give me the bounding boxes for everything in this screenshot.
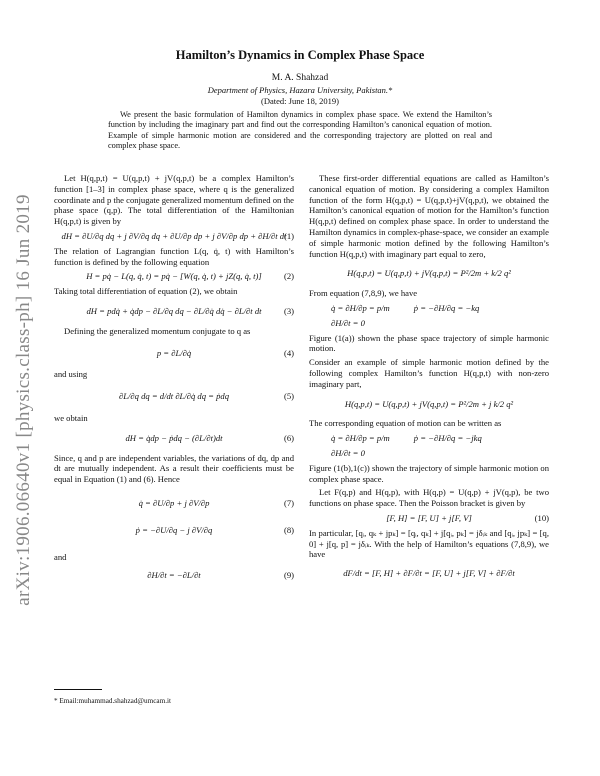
equation-2 — [54, 271, 294, 282]
equation-text: H = pq̇ − L(q, q̇, t) = pq̇ − [W(q, q̇, t) + jZ(q, q̇, t)] — [86, 271, 262, 282]
footnote-rule — [54, 689, 102, 690]
paragraph: Let F(q,p) and H(q,p), with H(q,p) = U(q,p) + jV(q,p), be two functions on phase space. Then the Poisson bracket is given by — [309, 487, 549, 509]
equation-sho-time — [331, 318, 549, 329]
paragraph: From equation (7,8,9), we have — [309, 288, 418, 299]
equation-number: (8) — [283, 524, 294, 535]
equation-number: (6) — [283, 432, 294, 443]
equation-number: (7) — [283, 497, 294, 508]
paragraph: Since, q and p are independent variables, the variations of dq, dp and dt are mutually independent. As a result their coefficients must be equal in Equation (1) and (6). Hence — [54, 452, 294, 485]
equation-text: dF/dt = [F, H] + ∂F/∂t = [F, U] + j[F, V] + ∂F/∂t — [343, 568, 515, 579]
equation-sho-motion — [331, 303, 549, 314]
equation-1 — [54, 231, 294, 242]
author: M. A. Shahzad — [271, 73, 329, 83]
right-column — [309, 173, 549, 587]
paragraph: and — [54, 551, 67, 562]
paragraph: Defining the generalized momentum conjugate to q as — [64, 325, 251, 336]
paragraph: Figure (1(b),1(c)) shown the trajectory of simple harmonic motion on complex phase space. — [309, 462, 549, 484]
paragraph: These first-order differential equations are called as Hamilton’s canonical equation of motion. By considering a complex Hamilton function of the form H(q,p,t) = U(q,p,t)+jV(q,p,t), we obtained the Hamilton’s canonical equation of motion for the Hamilton’s function H(q,p,t) defined on complex phase space. In order to understand the Hamilton dynamics in complex-phase-space, we consider an example of simple harmonic motion defined by the following Hamilton’s function H(q,p,t) with imaginary part equal to zero, — [309, 173, 549, 259]
affiliation: Department of Physics, Hazara University, Pakistan.* — [207, 85, 393, 95]
equation-text: ∂L/∂q dq = d/dt ∂L/∂q̇ dq = ṗdq — [119, 391, 229, 402]
equation-text: dH = q̇dp − ṗdq − (∂L/∂t)dt — [125, 432, 223, 443]
equation-number: (2) — [283, 271, 294, 282]
equation-number: (10) — [534, 512, 549, 523]
equation-text: [F, H] = [F, U] + j[F, V] — [386, 512, 472, 523]
equation-9 — [54, 570, 294, 581]
equation-number: (5) — [283, 391, 294, 402]
equation-text: ṗ = −∂H/∂q = −jkq — [413, 433, 482, 444]
equation-complex-sho — [309, 399, 549, 410]
paragraph: we obtain — [54, 412, 88, 423]
equation-number: (1) — [283, 230, 294, 241]
date: (Dated: June 18, 2019) — [261, 96, 339, 106]
equation-text: ∂H/∂t = 0 — [331, 447, 365, 458]
equation-text: p = ∂L/∂q̇ — [156, 347, 192, 358]
equation-4 — [54, 348, 294, 359]
paragraph: Figure (1(a)) shown the phase space trajectory of simple harmonic motion. — [309, 332, 549, 354]
equation-3 — [54, 306, 294, 317]
equation-complex-motion — [331, 433, 549, 444]
paragraph: Taking total differentiation of equation (2), we obtain — [54, 286, 238, 297]
equation-number: (4) — [283, 347, 294, 358]
left-column — [54, 173, 294, 589]
equation-text: H(q,p,t) = U(q,p,t) + jV(q,p,t) = P²/2m + j k/2 q² — [344, 398, 514, 409]
equation-text: H(q,p,t) = U(q,p,t) + jV(q,p,t) = P²/2m + k/2 q² — [347, 268, 511, 279]
arxiv-id: arXiv:1906.06640v1 [physics.class-ph] 16 Jun 2019 — [13, 194, 34, 606]
equation-text: q̇ = ∂H/∂p = p/m — [331, 433, 390, 444]
equation-text: dH = pdq̇ + q̇dp − ∂L/∂q dq − ∂L/∂q̇ dq̇ − ∂L/∂t dt — [86, 305, 262, 316]
equation-10 — [309, 513, 549, 524]
equation-poisson — [309, 568, 549, 579]
equation-7 — [54, 498, 294, 509]
equation-text: dH = ∂U/∂q dq + j ∂V/∂q dq + ∂U/∂p dp + j ∂V/∂p dp + ∂H/∂t dt — [61, 230, 287, 241]
paragraph: Consider an example of simple harmonic motion defined by the following complex Hamilton’s function H(q,p,t) with non-zero imaginary part, — [309, 357, 549, 389]
paper-title: Hamilton’s Dynamics in Complex Phase Space — [175, 48, 425, 62]
equation-text: q̇ = ∂H/∂p = p/m — [331, 302, 390, 313]
paragraph: and using — [54, 369, 88, 380]
abstract: We present the basic formulation of Hamilton dynamics in complex phase space. We extend the Hamilton’s function by including the imaginary part and find out the corresponding Hamilton’s canonical equation of motion. Example of simple harmonic motion are considered and the corresponding trajectory are plotted on real and complex phase space. — [108, 110, 492, 150]
equation-8 — [54, 525, 294, 536]
equation-text: ∂H/∂t = 0 — [331, 317, 365, 328]
equation-number: (3) — [283, 305, 294, 316]
equation-text: ∂H/∂t = −∂L/∂t — [147, 570, 201, 581]
equation-5 — [54, 391, 294, 402]
paper-header — [0, 48, 600, 106]
equation-text: ṗ = −∂H/∂q = −kq — [413, 302, 480, 313]
paragraph: Let H(q,p,t) = U(q,p,t) + jV(q,p,t) be a complex Hamilton’s function [1–3] in complex phase space, where q is the generalized coordinate and p the conjugate generalized momentum defined on the phase space (q,p). The total differentiation of the Hamiltonian H(q,p,t) is given by — [54, 173, 294, 227]
paragraph: The relation of Lagrangian function L(q, q̇, t) with Hamilton’s function is defined by the following equation — [54, 245, 294, 267]
equation-6 — [54, 433, 294, 444]
equation-complex-time — [331, 448, 549, 459]
equation-text: ṗ = −∂U/∂q − j ∂V/∂q — [135, 524, 213, 535]
arxiv-stamp — [6, 160, 42, 640]
paragraph: In particular, [qᵢ, qₖ + jpₖ] = [qᵢ, qₖ] + j[qᵢ, pₖ] = jδᵢₖ and [qᵢ, jpₖ] = [q, 0] + j[q, p] = jδᵢₖ. With the help of Hamilton’s equations (7,8,9), we have — [309, 527, 549, 560]
paragraph: The corresponding equation of motion can be written as — [309, 418, 502, 429]
footnote: * Email:muhammad.shahzad@umcam.it — [54, 697, 171, 705]
equation-sho — [309, 268, 549, 279]
equation-number: (9) — [283, 570, 294, 581]
equation-text: q̇ = ∂U/∂p + j ∂V/∂p — [138, 497, 210, 508]
